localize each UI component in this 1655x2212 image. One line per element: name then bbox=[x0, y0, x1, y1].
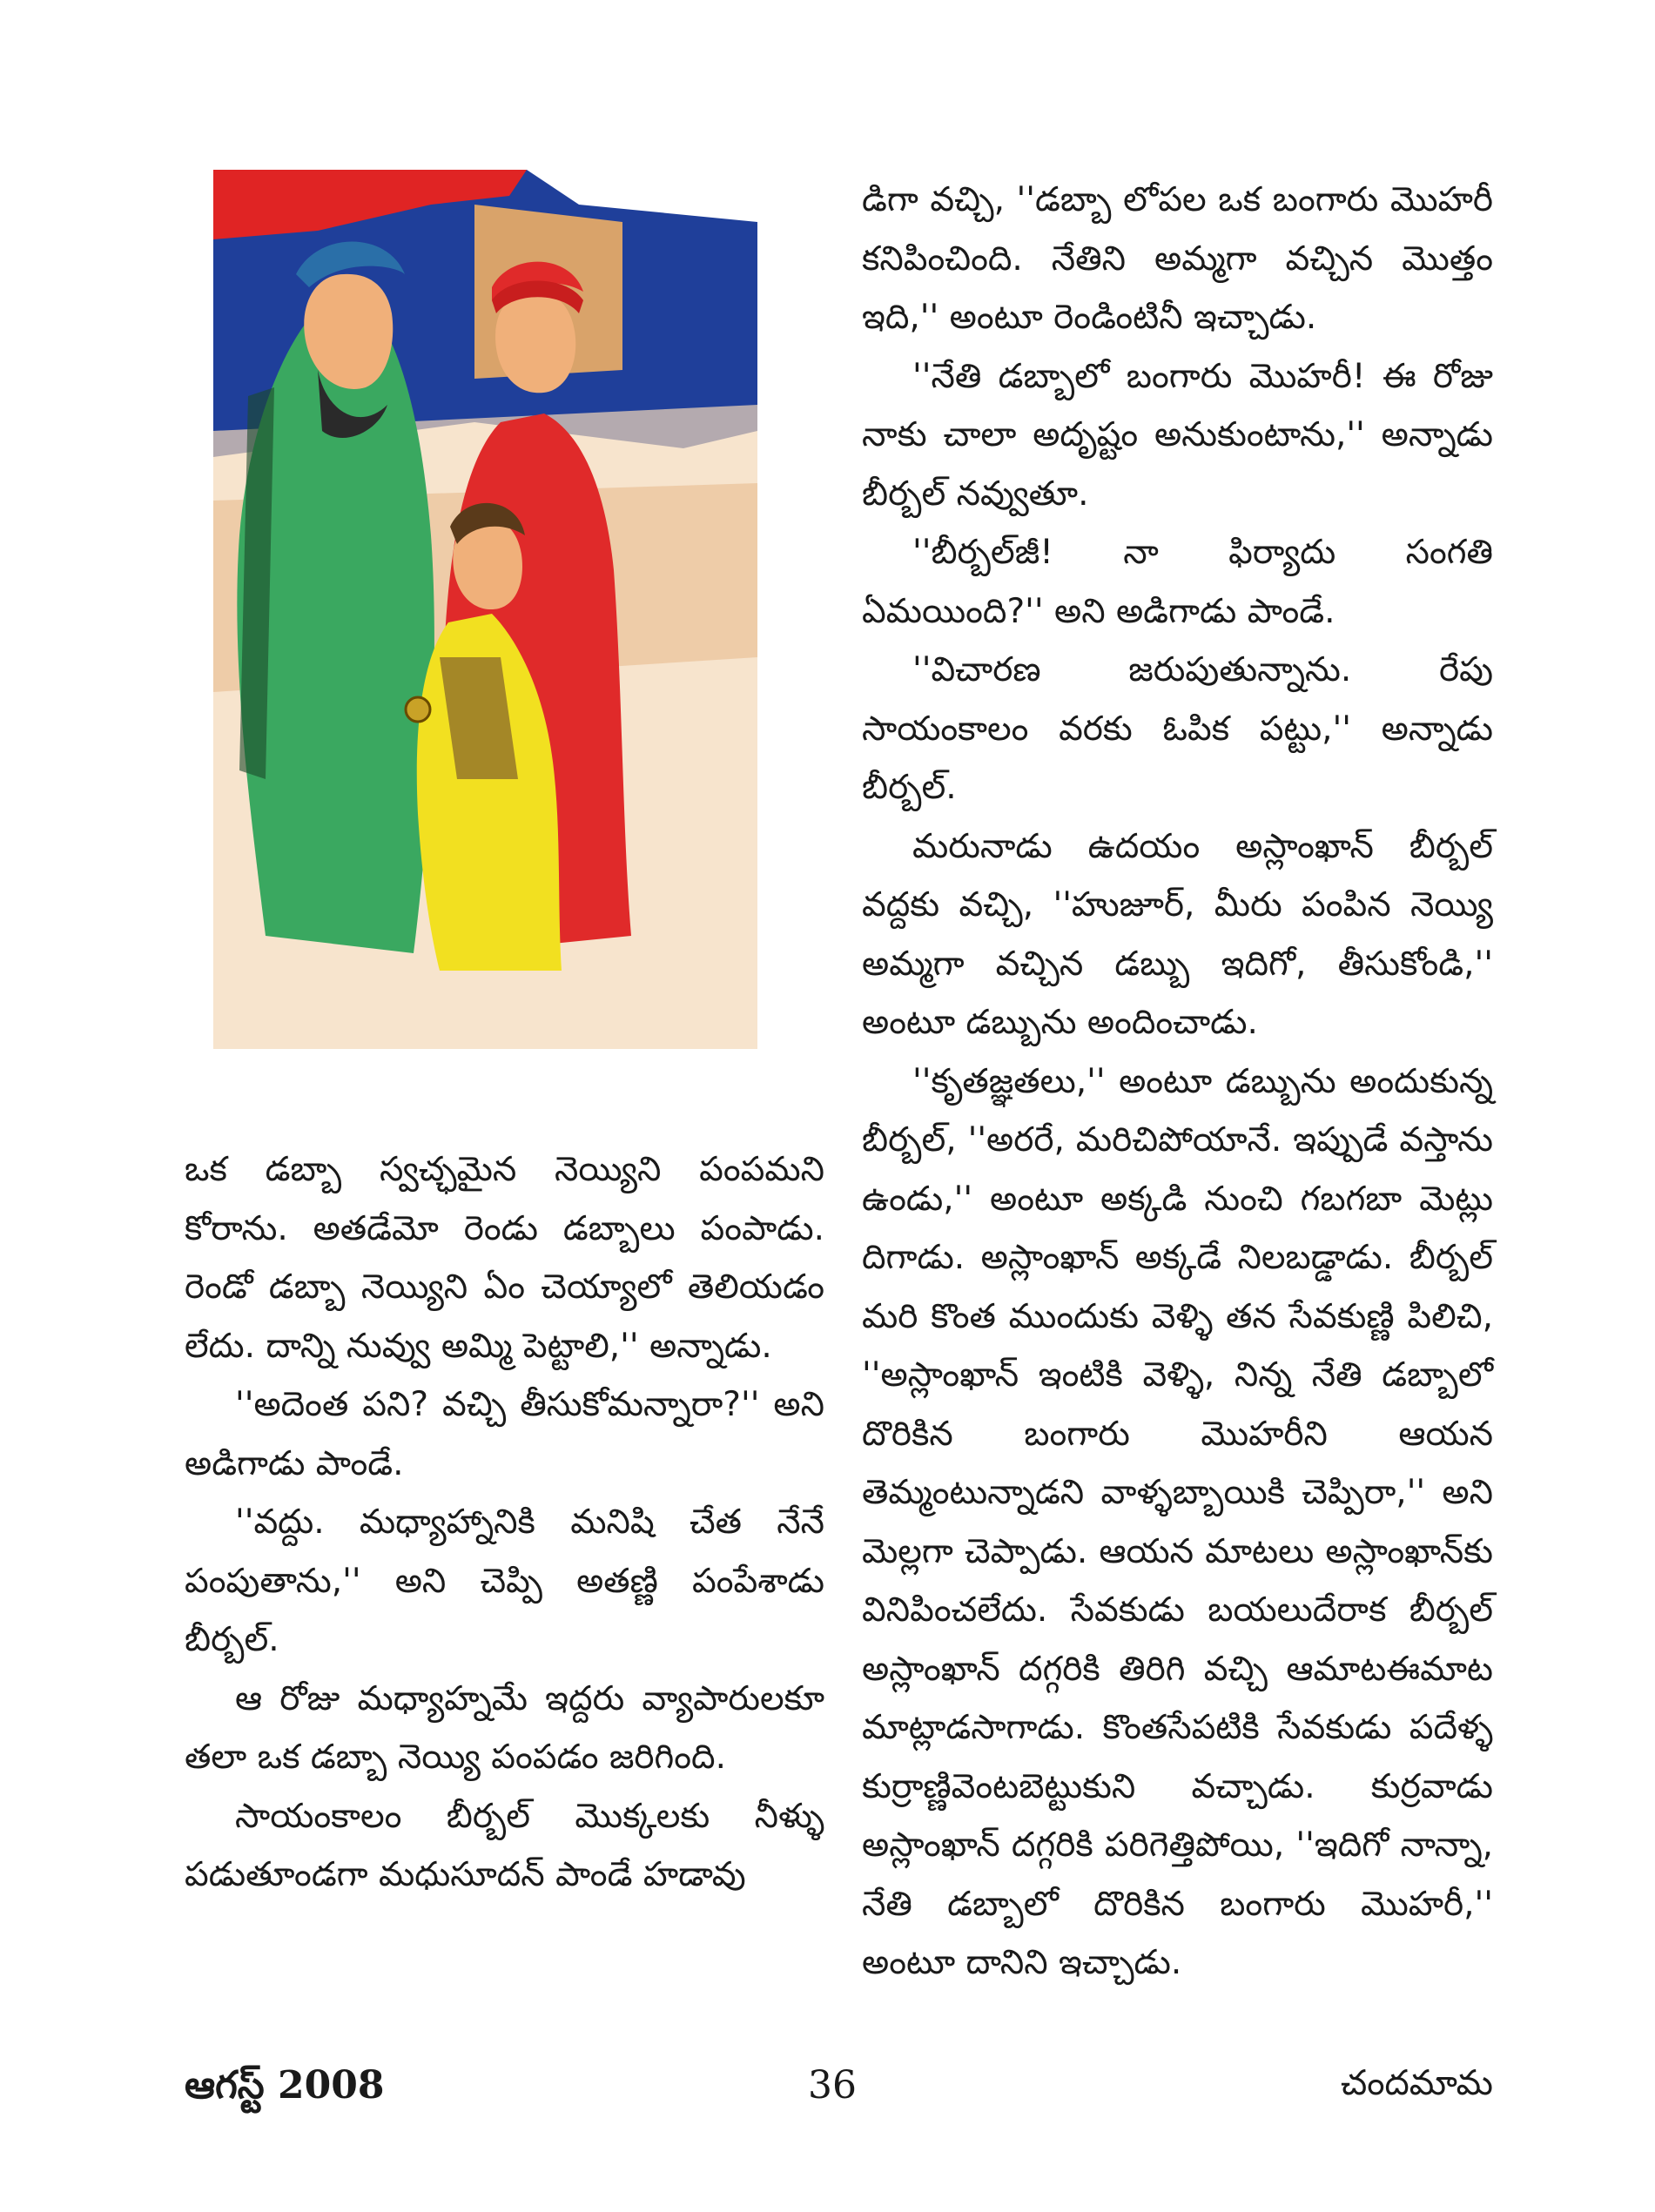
right-text-column bbox=[862, 171, 1493, 1993]
paragraph: మరునాడు ఉదయం అస్లాంఖాన్ బీర్బల్ వద్దకు వచ్చి, ''హుజూర్, మీరు పంపిన నెయ్యి అమ్మగా వచ్చిన డబ్బు ఇదిగో, తీసుకోండి,'' అంటూ డబ్బును అందించాడు. bbox=[862, 826, 1493, 1042]
paragraph: ''అదెంత పని? వచ్చి తీసుకోమన్నారా?'' అని అడిగాడు పాండే. bbox=[185, 1385, 824, 1483]
story-illustration bbox=[213, 170, 757, 1049]
paragraph: సాయంకాలం బీర్బల్ మొక్కలకు నీళ్ళు పడుతూండగా మధుసూదన్ పాండే హడావు bbox=[185, 1796, 824, 1894]
paragraph: ''వద్దు. మధ్యాహ్నానికి మనిషి చేత నేనే పంపుతాను,'' అని చెప్పి అతణ్ణి పంపేశాడు బీర్బల్. bbox=[185, 1503, 824, 1659]
paragraph: ''బీర్బల్‌జీ! నా ఫిర్యాదు సంగతి ఏమయింది?'' అని అడిగాడు పాండే. bbox=[862, 533, 1493, 631]
paragraph: ఒక డబ్బా స్వచ్ఛమైన నెయ్యిని పంపమని కోరాను. అతడేమో రెండు డబ్బాలు పంపాడు. రెండో డబ్బా నెయ్యిని ఏం చెయ్యాలో తెలియడం లేదు. దాన్ని నువ్వు అమ్మి పెట్టాలి,'' అన్నాడు. bbox=[185, 1150, 824, 1366]
left-text-column bbox=[185, 1140, 824, 1905]
footer-issue-date: ఆగస్ట్ 2008 bbox=[185, 2063, 385, 2108]
paragraph: ఆ రోజు మధ్యాహ్నమే ఇద్దరు వ్యాపారులకూ తలా ఒక డబ్బా నెయ్యి పంపడం జరిగింది. bbox=[185, 1678, 824, 1777]
paragraph: ''కృతజ్ఞతలు,'' అంటూ డబ్బును అందుకున్న బీర్బల్, ''అరరే, మరిచిపోయానే. ఇప్పుడే వస్తాను ఉండు,'' అంటూ అక్కడి నుంచి గబగబా మెట్లు దిగాడు. అస్లాంఖాన్ అక్కడే నిలబడ్డాడు. బీర్బల్ మరి కొంత ముందుకు వెళ్ళి తన సేవకుణ్ణి పిలిచి, ''అస్లాంఖాన్ ఇంటికి వెళ్ళి, నిన్న నేతి డబ్బాలో దొరికిన బంగారు మొహరీని ఆయన తెమ్మంటున్నాడని వాళ్ళబ్బాయికి చెప్పిరా,'' అని మెల్లగా చెప్పాడు. ఆయన మాటలు అస్లాంఖాన్‌కు వినిపించలేదు. సేవకుడు బయలుదేరాక బీర్బల్ అస్లాంఖాన్ దగ్గరికి తిరిగి వచ్చి ఆమాటఈమాట మాట్లాడసాగాడు. కొంతసేపటికి సేవకుడు పదేళ్ళ కుర్రాణ్ణివెంటబెట్టుకుని వచ్చాడు. కుర్రవాడు అస్లాంఖాన్ దగ్గరికి పరిగెత్తిపోయి, ''ఇదిగో నాన్నా, నేతి డబ్బాలో దొరికిన బంగారు మొహరీ,'' అంటూ దానిని ఇచ్చాడు. bbox=[862, 1061, 1493, 1982]
paragraph: ''విచారణ జరుపుతున్నాను. రేపు సాయంకాలం వరకు ఓపిక పట్టు,'' అన్నాడు బీర్బల్. bbox=[862, 650, 1493, 807]
paragraph: ''నేతి డబ్బాలో బంగారు మొహరీ! ఈ రోజు నాకు చాలా అదృష్టం అనుకుంటాను,'' అన్నాడు బీర్బల్ నవ్వుతూ. bbox=[862, 356, 1493, 514]
magazine-name: చందమామ bbox=[1340, 2063, 1493, 2103]
paragraph: డిగా వచ్చి, ''డబ్బా లోపల ఒక బంగారు మొహరీ కనిపించింది. నేతిని అమ్మగా వచ్చిన మొత్తం ఇది,'' అంటూ రెండింటినీ ఇచ్చాడు. bbox=[862, 180, 1493, 337]
page-number: 36 bbox=[808, 2063, 857, 2108]
